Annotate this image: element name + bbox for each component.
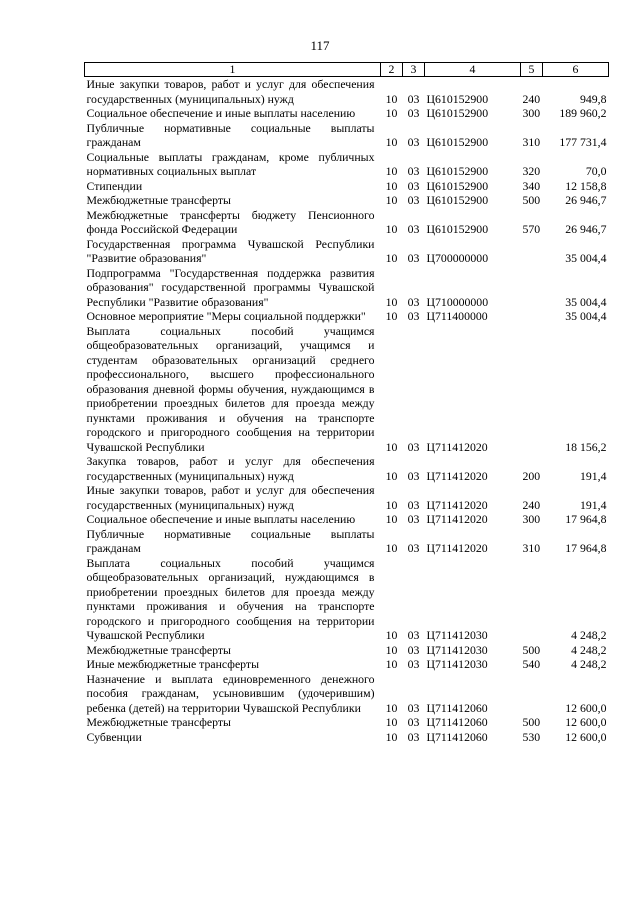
row-amount: 191,4 [579, 468, 607, 483]
row-section: 10 [385, 700, 398, 715]
row-amount: 4 248,2 [571, 642, 607, 657]
row-amount: 18 156,2 [565, 439, 607, 454]
row-expense-type: 240 [522, 91, 541, 106]
row-section: 10 [385, 135, 398, 149]
row-amount: 177 731,4 [559, 135, 607, 149]
row-amount: 12 600,0 [565, 729, 607, 744]
row-amount: 35 004,4 [565, 251, 607, 265]
row-name: Выплата социальных пособий учащимся общеобразовательных организаций, нуждающимся в приобретении проездных билетов для проезда между пунктами проживания и обучения на транспорте городского и пригородного сообщения на территории Чувашской Республики [86, 555, 375, 642]
row-expense-type [521, 556, 543, 643]
table-row [85, 556, 609, 643]
row-name: Назначение и выплата единовременного денежного пособия гражданам, усыновившим (удочерившим) ребенка (детей) на территории Чувашской Республики [86, 671, 375, 715]
row-amount: 4 248,2 [571, 628, 607, 642]
row-section: 10 [385, 541, 398, 555]
row-target-article: Ц711412030 [426, 657, 488, 671]
row-target-article: Ц711412020 [426, 512, 488, 526]
row-expense-type: 300 [522, 106, 541, 120]
table-row [85, 77, 609, 107]
row-name: Публичные нормативные социальные выплаты гражданам [86, 526, 375, 555]
row-name: Основное мероприятие "Меры социальной поддержки" [86, 309, 366, 323]
row-section: 10 [385, 512, 398, 526]
row-section: 10 [385, 91, 398, 106]
row-expense-type: 500 [522, 715, 541, 729]
table-row [85, 454, 609, 483]
row-name: Иные межбюджетные трансферты [86, 657, 260, 671]
row-expense-type: 310 [522, 135, 541, 149]
row-section: 10 [385, 642, 398, 657]
row-expense-type: 570 [522, 222, 541, 236]
table-row [85, 179, 609, 194]
row-amount: 12 600,0 [565, 715, 607, 729]
row-name: Межбюджетные трансферты бюджету Пенсионного фонда Российской Федерации [86, 207, 375, 236]
row-subsection: 03 [407, 193, 420, 207]
row-expense-type [521, 237, 543, 266]
row-target-article: Ц711400000 [426, 309, 488, 323]
row-section: 10 [385, 178, 398, 193]
column-header: 1 [85, 63, 381, 77]
row-subsection: 03 [407, 135, 420, 149]
row-target-article: Ц711412020 [426, 468, 488, 483]
row-target-article: Ц610152900 [426, 178, 489, 193]
row-section: 10 [385, 164, 398, 178]
row-name: Межбюджетные трансферты [86, 642, 231, 657]
row-name: Социальные выплаты гражданам, кроме публичных нормативных социальных выплат [86, 149, 375, 178]
row-target-article: Ц711412060 [426, 700, 488, 715]
row-target-article: Ц711412060 [426, 729, 488, 744]
row-expense-type: 310 [522, 541, 541, 555]
row-section: 10 [385, 309, 398, 323]
table-row [85, 730, 609, 745]
row-amount: 17 964,8 [565, 541, 607, 555]
row-section: 10 [385, 729, 398, 744]
table-row [85, 150, 609, 179]
row-amount: 191,4 [579, 497, 607, 512]
row-subsection: 03 [407, 497, 420, 512]
row-expense-type [521, 672, 543, 716]
row-target-article: Ц610152900 [426, 193, 489, 207]
table-row [85, 715, 609, 730]
row-amount: 12 600,0 [565, 700, 607, 715]
row-subsection: 03 [407, 106, 420, 120]
page-number: 117 [310, 38, 330, 53]
row-subsection: 03 [407, 642, 420, 657]
table-row [85, 309, 609, 324]
row-subsection: 03 [407, 222, 420, 236]
row-expense-type: 540 [522, 657, 541, 671]
row-expense-type: 200 [522, 468, 541, 483]
column-header: 4 [425, 63, 521, 77]
row-expense-type: 320 [522, 164, 541, 178]
row-amount: 26 946,7 [565, 193, 607, 207]
row-name: Социальное обеспечение и иные выплаты населению [86, 106, 356, 120]
row-subsection: 03 [407, 439, 420, 454]
row-name: Выплата социальных пособий учащимся общеобразовательных организаций, учащимся и студентам образовательных организаций среднего профессионального, высшего профессионального образования дневной формы обучения, нуждающимся в приобретении проездных билетов для проезда между пунктами проживания и обучения на транспорте городского и пригородного сообщения на территории Чувашской Республики [86, 323, 375, 454]
row-target-article: Ц710000000 [426, 294, 489, 309]
row-name: Подпрограмма "Государственная поддержка развития образования" государственной программы Чувашской Республики "Развитие образования" [86, 265, 375, 309]
column-header: 6 [543, 63, 609, 77]
row-section: 10 [385, 439, 398, 454]
row-subsection: 03 [407, 700, 420, 715]
row-subsection: 03 [407, 468, 420, 483]
row-name: Государственная программа Чувашской Республики "Развитие образования" [86, 236, 375, 265]
row-subsection: 03 [407, 178, 420, 193]
table-body [85, 77, 609, 745]
row-target-article: Ц711412020 [426, 439, 488, 454]
column-header: 2 [381, 63, 403, 77]
row-name: Закупка товаров, работ и услуг для обеспечения государственных (муниципальных) нужд [86, 454, 375, 483]
row-amount: 949,8 [579, 91, 607, 106]
row-target-article: Ц610152900 [426, 164, 489, 178]
table-row [85, 527, 609, 556]
row-section: 10 [385, 193, 398, 207]
row-expense-type: 340 [522, 178, 541, 193]
row-section: 10 [385, 657, 398, 671]
row-section: 10 [385, 294, 398, 309]
row-name: Стипендии [86, 178, 143, 193]
table-row [85, 237, 609, 266]
table-row [85, 324, 609, 455]
row-amount: 4 248,2 [571, 657, 607, 671]
row-expense-type: 240 [522, 497, 541, 512]
row-amount: 26 946,7 [565, 222, 607, 236]
row-expense-type: 500 [522, 193, 541, 207]
row-target-article: Ц700000000 [426, 251, 489, 265]
row-name: Межбюджетные трансферты [86, 193, 231, 207]
row-subsection: 03 [407, 251, 420, 265]
column-header: 5 [521, 63, 543, 77]
row-target-article: Ц610152900 [426, 222, 489, 236]
row-section: 10 [385, 468, 398, 483]
row-section: 10 [385, 106, 398, 120]
row-target-article: Ц610152900 [426, 135, 489, 149]
row-subsection: 03 [407, 294, 420, 309]
row-amount: 17 964,8 [565, 512, 607, 526]
table-row [85, 672, 609, 716]
row-subsection: 03 [407, 309, 420, 323]
row-amount: 189 960,2 [559, 106, 607, 120]
row-section: 10 [385, 497, 398, 512]
row-subsection: 03 [407, 91, 420, 106]
row-section: 10 [385, 251, 398, 265]
row-subsection: 03 [407, 541, 420, 555]
row-name: Субвенции [86, 729, 142, 744]
row-expense-type [521, 309, 543, 324]
table-row [85, 483, 609, 512]
row-section: 10 [385, 222, 398, 236]
row-section: 10 [385, 715, 398, 729]
row-amount: 12 158,8 [565, 178, 607, 193]
row-subsection: 03 [407, 729, 420, 744]
row-subsection: 03 [407, 657, 420, 671]
row-target-article: Ц711412030 [426, 642, 488, 657]
budget-table [84, 62, 609, 744]
row-name: Иные закупки товаров, работ и услуг для обеспечения государственных (муниципальных) нужд [86, 77, 375, 106]
row-expense-type: 530 [522, 729, 541, 744]
row-expense-type [521, 324, 543, 455]
row-amount: 35 004,4 [565, 294, 607, 309]
row-section: 10 [385, 628, 398, 642]
table-row [85, 643, 609, 658]
row-target-article: Ц610152900 [426, 91, 489, 106]
table-row [85, 266, 609, 310]
row-subsection: 03 [407, 164, 420, 178]
row-name: Социальное обеспечение и иные выплаты населению [86, 512, 356, 526]
row-expense-type: 300 [522, 512, 541, 526]
row-name: Публичные нормативные социальные выплаты гражданам [86, 120, 375, 149]
row-expense-type [521, 266, 543, 310]
table-header-row [85, 63, 609, 77]
row-amount: 70,0 [585, 164, 607, 178]
table-row [85, 208, 609, 237]
row-expense-type: 500 [522, 642, 541, 657]
row-subsection: 03 [407, 628, 420, 642]
row-subsection: 03 [407, 715, 420, 729]
table-row [85, 106, 609, 121]
table-row [85, 121, 609, 150]
row-amount: 35 004,4 [565, 309, 607, 323]
table-row [85, 657, 609, 672]
row-target-article: Ц610152900 [426, 106, 489, 120]
column-header: 3 [403, 63, 425, 77]
table-row [85, 193, 609, 208]
row-target-article: Ц711412030 [426, 628, 488, 642]
row-subsection: 03 [407, 512, 420, 526]
row-name: Иные закупки товаров, работ и услуг для обеспечения государственных (муниципальных) нужд [86, 483, 375, 512]
table-row [85, 512, 609, 527]
row-name: Межбюджетные трансферты [86, 715, 231, 729]
row-target-article: Ц711412060 [426, 715, 488, 729]
row-target-article: Ц711412020 [426, 541, 488, 555]
row-target-article: Ц711412020 [426, 497, 488, 512]
